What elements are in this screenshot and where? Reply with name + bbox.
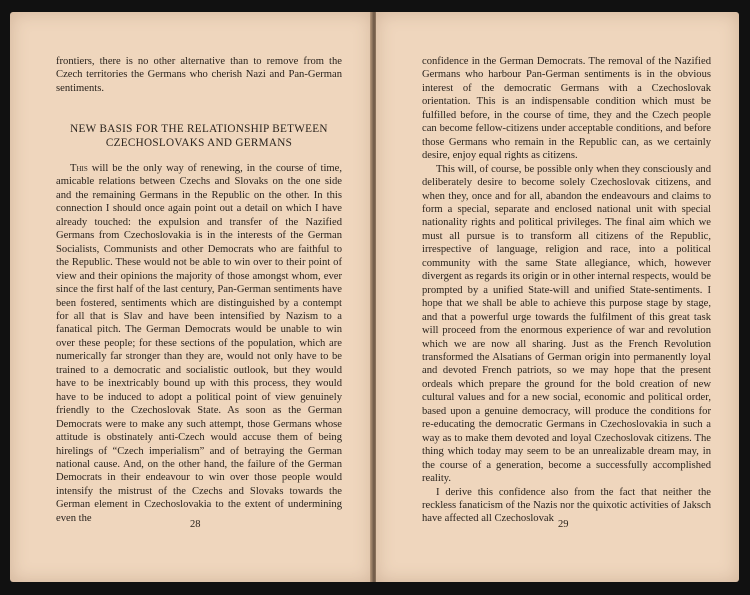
body-text: will be the only way of renewing, in the course of time, amicable relations between Czechs and Slovaks on the one side and the remaining Germans in the Republic on the other. In this connection I should once again point out a detail on which I have already touched: the expulsion and transfer of the Nazified Germans from Czechoslovakia is in the interests of the German Socialists, Communists and other Democrats who are faithful to the Republic. These would not be able to win over to their point of view and their opinions the majority of those amongst whom, ever since the first half of the last century, Pan-German sentiments have been fostered, sentiments which are distinguished by a contempt for all that is Slav and have been intensified by Nazism to a fanatical pitch. The German Democrats would be unable to win over these people; for these sections of the population, which are numerically far stronger than they are, would not only have to be trained to a democratic and socialistic outlook, but they would have to be inextricably bound up with this process, they would have to be induced to adopt a political point of view genuinely friendly to the Czechoslovak State. As soon as the German Democrats were to make any such attempt, those Germans whose attitude is obstinately anti-Czech would accuse them of being hirelings of “Czech imperialism” and of betraying the German national cause. And, on the other hand, the failure of the German Democrats in their endeavour to win over those people would intensify the mistrust of the Czechs and Slovaks towards the German element in Czechoslovakia to the extent of undermining even the [56,163,342,524]
right-text-block [422,55,711,526]
right-paragraph-1: confidence in the German Democrats. The removal of the Nazified Germans who harbour Pan-German sentiments is in the obvious interest of the democratic Germans with a Czechoslovak orientation. This is an indispensable condition which must be fulfilled before, in the course of time, they and the Czech people can become fellow-citizens under acceptable conditions, and before those Germans who remain in the Republic can, as we certainly desire, enjoy equal rights as citizens. [422,56,711,162]
right-paragraph-3: I derive this confidence also from the fact that neither the reckless fanaticism of the Nazis nor the quixotic activities of Jaksch have affected all Czechoslovak [422,486,711,525]
left-page [10,12,372,582]
left-top-paragraph [56,55,342,95]
top-paragraph-text: frontiers, there is no other alternative than to remove from the Czech territories the Germans who cherish Nazi and Pan-German sentiments. [56,56,342,94]
section-heading: NEW BASIS FOR THE RELATIONSHIP BETWEEN CZECHOSLOVAKS AND GERMANS [70,123,328,149]
body-paragraph [56,162,342,525]
page-number-right: 29 [558,519,569,530]
right-page [376,12,739,582]
right-paragraph-2: This will, of course, be possible only when they consciously and deliberately desire to become solely Czechoslovak citizens, and when they, once and for all, abandon the endeavours and claims to form a special, separate and enclosed national unit with special nationality rights and political privileges. The final aim which we must all pursue is to transform all citizens of the Republic, irrespective of language, religion and race, into a political community with the same State allegiance, which, however divergent as regards its origin or in other internal respects, would be prompted by a unified State-will and unified State-sentiments. I hope that we shall be able to achieve this purpose stage by stage, and that a powerful urge towards the fulfilment of this great task will proceed from the enormous experience of war and revolution which we are now all sharing. Just as the French Revolution transformed the Alsatians of German origin into permanently loyal and devoted French patriots, so we may hope that the present ordeals which prepare the ground for the bold creation of new cultural values and for a new social, economic and political order, based upon a genuine democracy, will produce the conditions for re-educating the democratic Germans in Czechoslovakia in such a way as to make them devoted and loyal Czechoslovak citizens. The thing which today may seem to be an unrealizable dream may, in the course of a generation, become a successfully accomplished reality. [422,163,711,485]
page-number-left: 28 [190,519,201,530]
left-body-paragraph [56,162,342,525]
opening-word: This [70,163,88,174]
